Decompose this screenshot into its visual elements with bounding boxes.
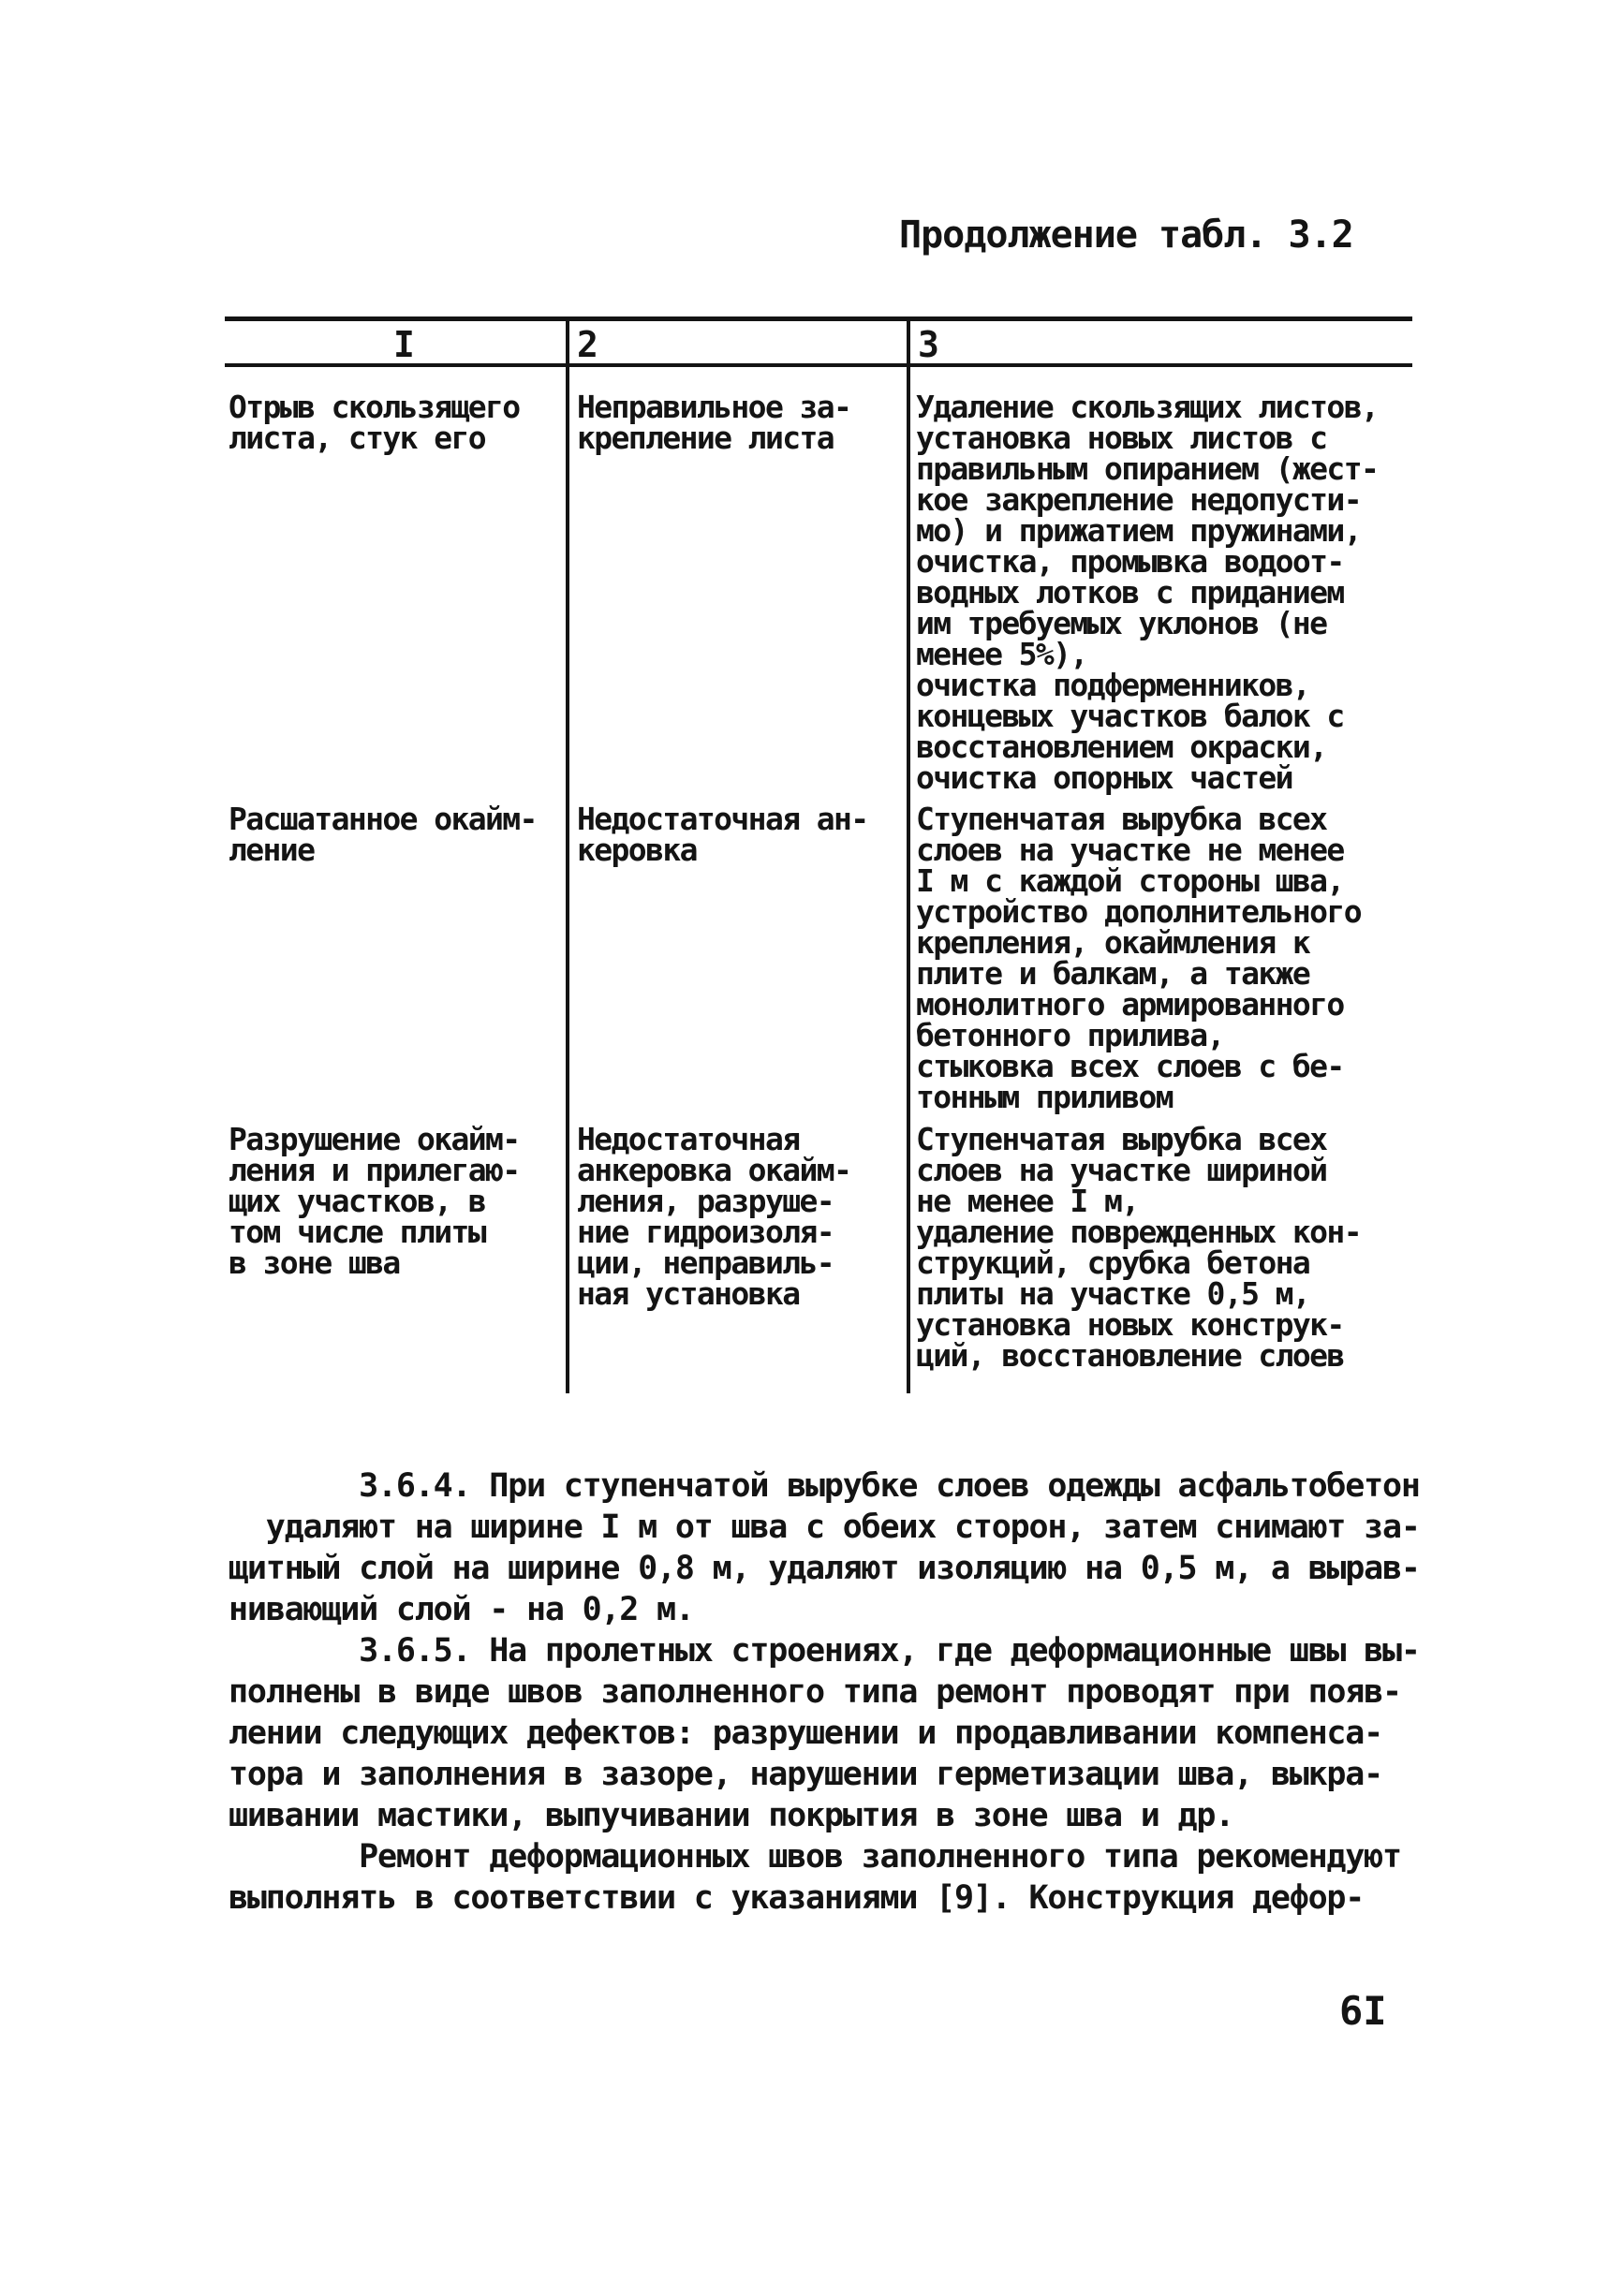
row-1-defect: Отрыв скользящего листа, стук его xyxy=(229,389,520,456)
row-2-cause: Недостаточная ан- керовка xyxy=(577,801,868,868)
column-divider-1 xyxy=(566,318,569,1393)
column-divider-2 xyxy=(907,318,910,1393)
table-continuation-caption: Продолжение табл. 3.2 xyxy=(899,213,1353,257)
row-1-remedy: Удаление скользящих листов, установка новых листов с правильным опиранием (жест- кое закрепление недопусти- мо) и прижатием пружинами, очистка, промывка водоот- водных лотков с приданием им требуемых уклонов (не менее 5%), очистка подферменников, концевых участков балок с восстановлением окраски, очистка опорных частей xyxy=(916,389,1379,796)
column-header-1: I xyxy=(393,324,415,365)
table-top-rule xyxy=(225,316,1412,321)
row-3-remedy: Ступенчатая вырубка всех слоев на участке шириной не менее I м, удаление поврежденных кон- струкций, срубка бетона плиты на участке 0,5 м, установка новых конструк- ций, восстановление слоев xyxy=(916,1121,1361,1374)
body-paragraphs: 3.6.4. При ступенчатой вырубке слоев одежды асфальтобетон удаляют на ширине I м от шва с обеих сторон, затем снимают за- щитный слой на ширине 0,8 м, удаляют изоляцию на 0,5 м, а вырав- нивающий слой - на 0,2 м. 3.6.5. На пролетных строениях, где деформационные швы вы- полнены в виде швов заполненного типа ремонт проводят при появ- лении следующих дефектов: разрушении и продавливании компенса- тора и заполнения в зазоре, нарушении герметизации шва, выкра- шивании мастики, выпучивании покрытия в зоне шва и др. Ремонт деформационных швов заполненного типа рекомендуют выполнять в соответствии с указаниями [9]. Конструкция дефор- xyxy=(229,1467,1420,1917)
row-1-cause: Неправильное за- крепление листа xyxy=(577,389,851,456)
row-2-remedy: Ступенчатая вырубка всех слоев на участке не менее I м с каждой стороны шва, устройство дополнительного крепления, окаймления к плите и балкам, а также монолитного армированного бетонного прилива, стыковка всех слоев с бе- тонным приливом xyxy=(916,801,1361,1115)
row-2-defect: Расшатанное окайм- ление xyxy=(229,801,537,868)
row-3-defect: Разрушение окайм- ления и прилегаю- щих участков, в том числе плиты в зоне шва xyxy=(229,1121,520,1281)
row-3-cause: Недостаточная анкеровка окайм- ления, разруше- ние гидроизоля- ции, неправиль- ная установка xyxy=(577,1121,851,1312)
column-header-2: 2 xyxy=(577,324,598,365)
column-header-3: 3 xyxy=(918,324,939,365)
page-number: 6I xyxy=(1339,1988,1387,2034)
